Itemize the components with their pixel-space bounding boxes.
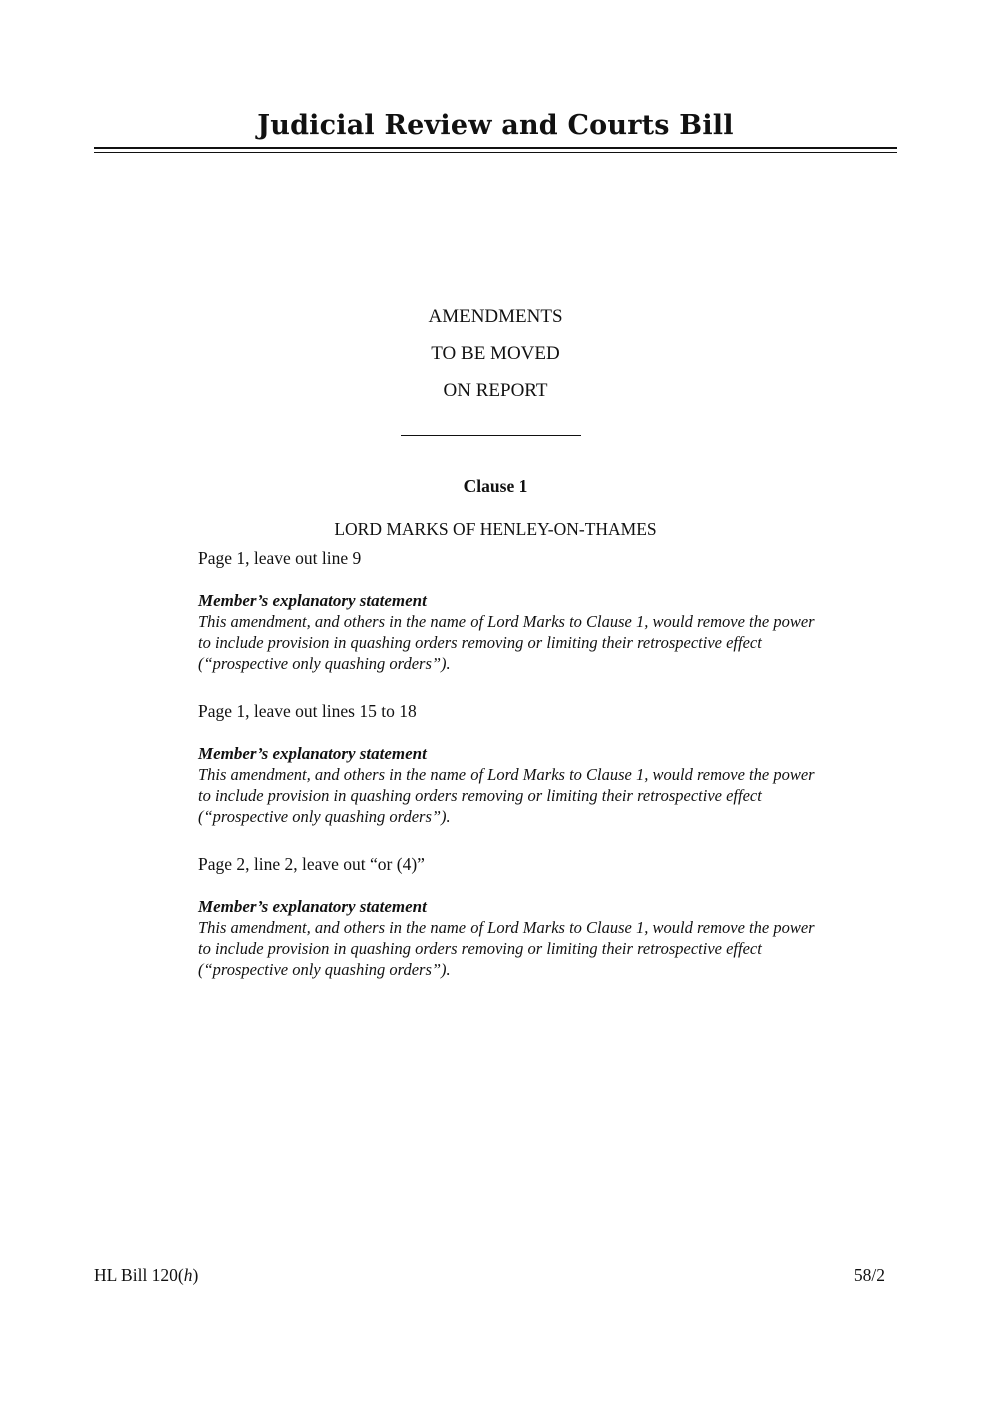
statement-body [198, 611, 888, 674]
statement-heading: Member’s explanatory statement [198, 897, 427, 916]
bill-reference-italic: h [183, 1265, 193, 1285]
statement-line: to include provision in quashing orders removing or limiting their retrospective effect [198, 939, 762, 958]
statement-heading: Member’s explanatory statement [198, 591, 427, 610]
amendment-item [198, 546, 898, 674]
title-rule-thick [94, 147, 897, 149]
amendment-item [198, 852, 898, 980]
statement-body [198, 917, 888, 980]
amendment-text: Page 1, leave out line 9 [198, 548, 362, 568]
statement-line: (“prospective only quashing orders”). [198, 807, 451, 826]
bill-reference [94, 1263, 198, 1287]
heading-to-be-moved: TO BE MOVED [431, 343, 560, 364]
heading-on-report: ON REPORT [443, 380, 548, 401]
section-divider [401, 435, 581, 436]
amendment-text: Page 2, line 2, leave out “or (4)” [198, 854, 425, 874]
amendment-list [198, 546, 898, 980]
statement-line: (“prospective only quashing orders”). [198, 654, 451, 673]
statement-line: to include provision in quashing orders removing or limiting their retrospective effect [198, 633, 762, 652]
amendment-item [198, 699, 898, 827]
clause-heading: Clause 1 [463, 476, 528, 496]
statement-line: This amendment, and others in the name of Lord Marks to Clause 1, would remove the power [198, 765, 815, 784]
print-reference: 58/2 [853, 1265, 885, 1285]
bill-reference-prefix: HL Bill 120( [94, 1265, 184, 1285]
sponsor-name: LORD MARKS OF HENLEY-ON-THAMES [334, 519, 657, 539]
statement-line: This amendment, and others in the name of Lord Marks to Clause 1, would remove the power [198, 918, 815, 937]
statement-line: to include provision in quashing orders removing or limiting their retrospective effect [198, 786, 762, 805]
amendment-text: Page 1, leave out lines 15 to 18 [198, 701, 417, 721]
heading-amendments: AMENDMENTS [428, 306, 563, 327]
statement-line: (“prospective only quashing orders”). [198, 960, 451, 979]
statement-heading: Member’s explanatory statement [198, 744, 427, 763]
bill-reference-close: ) [192, 1265, 199, 1285]
statement-line: This amendment, and others in the name of Lord Marks to Clause 1, would remove the power [198, 612, 815, 631]
page-title: Judicial Review and Courts Bill [257, 110, 734, 141]
statement-body [198, 764, 888, 827]
title-rule-thin [94, 152, 897, 153]
